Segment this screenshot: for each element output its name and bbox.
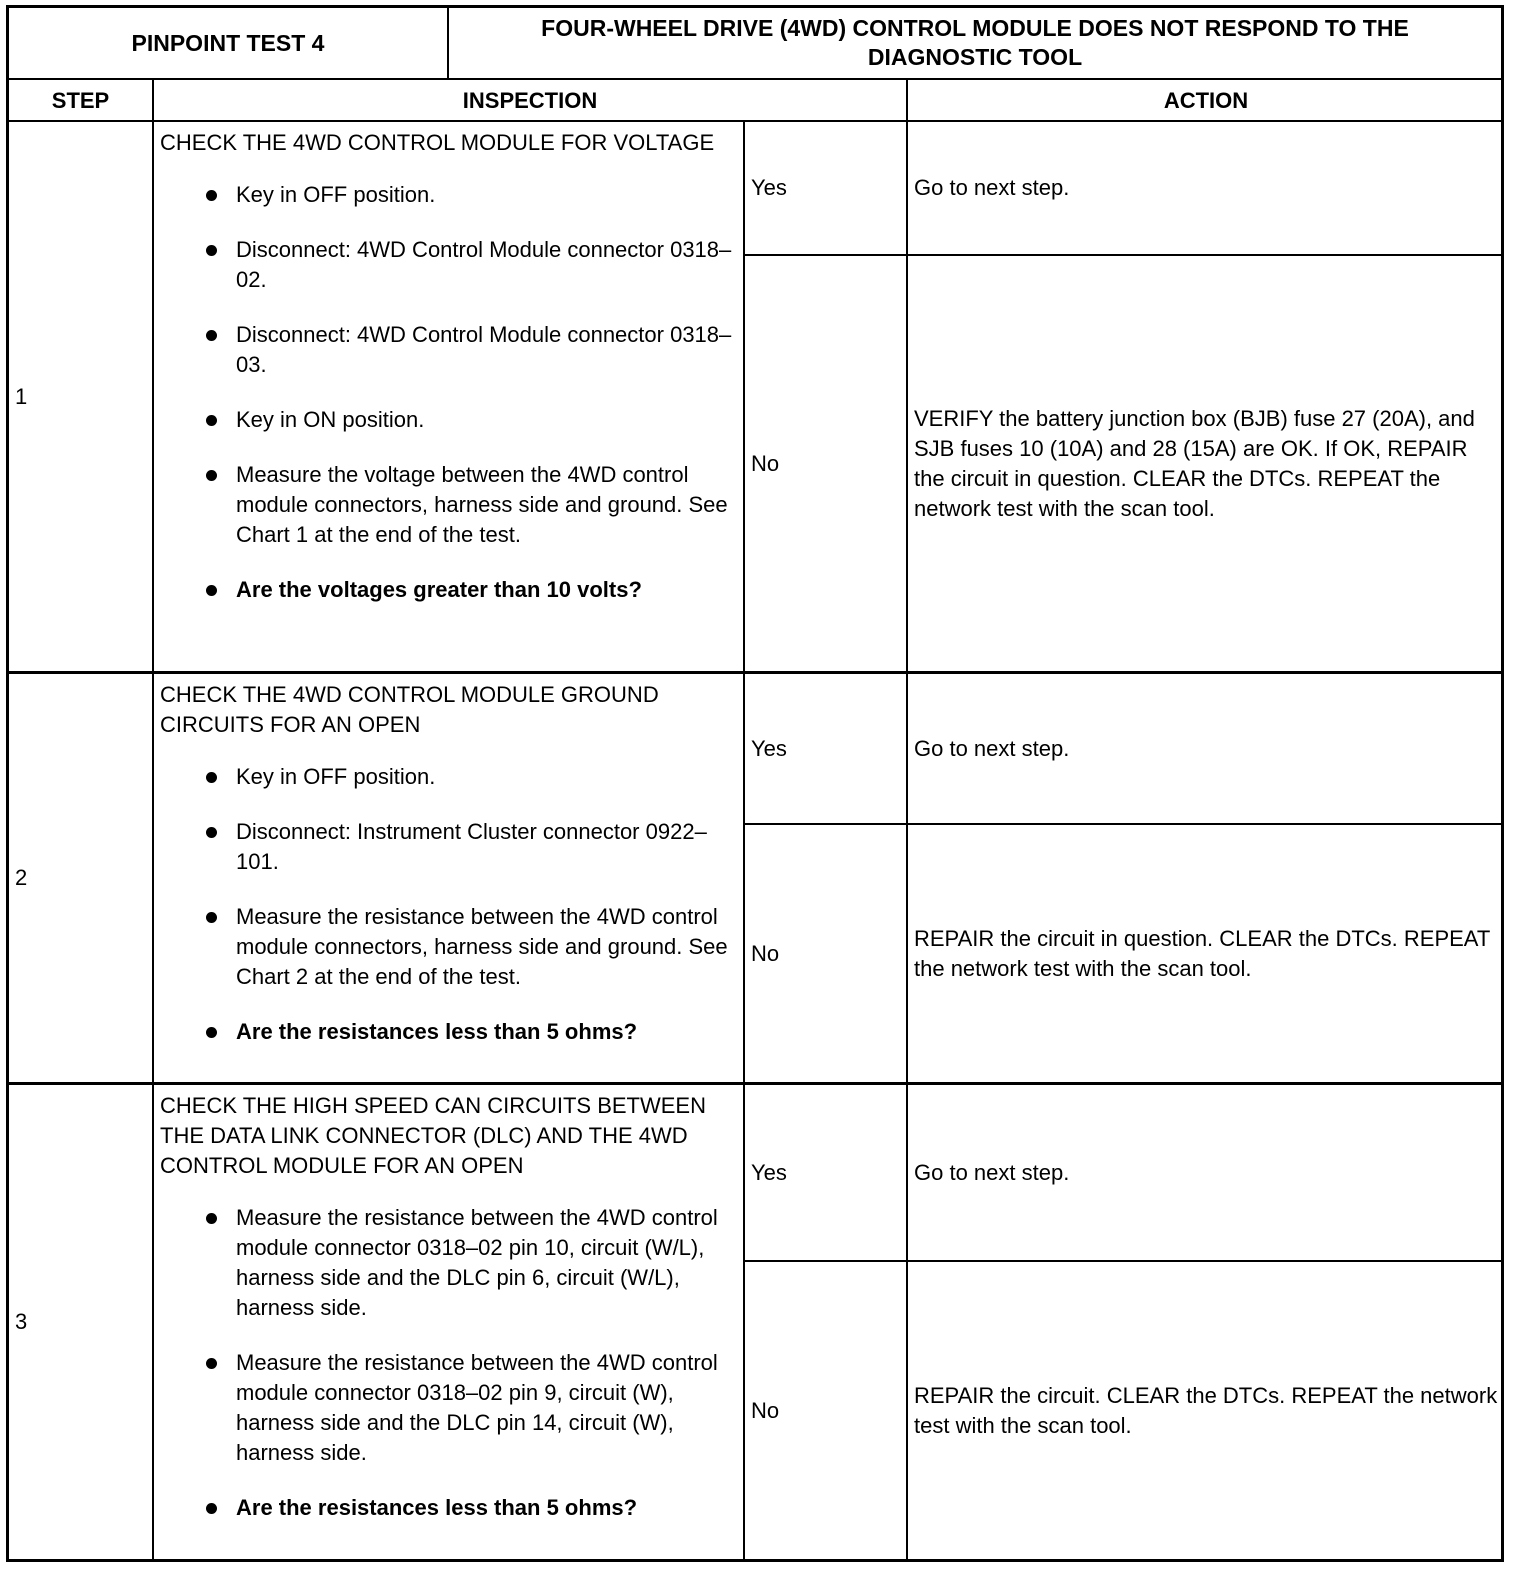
bullet-item: Measure the voltage between the 4WD control module connectors, harness side and ground. See Chart 1 at the end of the test. (202, 460, 737, 550)
step-heading: CHECK THE 4WD CONTROL MODULE FOR VOLTAGE (160, 130, 715, 155)
bullet-item: Key in ON position. (202, 405, 737, 435)
yes-label: Yes (751, 1159, 787, 1185)
yes-label: Yes (751, 175, 787, 200)
test-title: FOUR-WHEEL DRIVE (4WD) CONTROL MODULE DOES NOT RESPOND TO THE DIAGNOSTIC TOOL (541, 15, 1409, 70)
no-action: VERIFY the battery junction box (BJB) fuse 27 (20A), and SJB fuses 10 (10A) and 28 (15A) are OK. If OK, REPAIR the circuit in question. CLEAR the DTCs. REPEAT the network test with the scan tool. (914, 405, 1475, 521)
no-label: No (751, 940, 780, 966)
yes-action: Go to next step. (914, 735, 1070, 761)
step-heading: CHECK THE HIGH SPEED CAN CIRCUITS BETWEEN THE DATA LINK CONNECTOR (DLC) AND THE 4WD CONTROL MODULE FOR AN OPEN (160, 1093, 706, 1178)
step-inspection (154, 1085, 743, 1559)
step-inspection (154, 122, 743, 671)
step-number: 1 (15, 383, 28, 409)
step-bullets (160, 180, 737, 605)
column-header-inspection: INSPECTION (462, 87, 598, 113)
no-action: REPAIR the circuit in question. CLEAR the DTCs. REPEAT the network test with the scan tool. (914, 925, 1490, 981)
bullet-item: Measure the resistance between the 4WD control module connector 0318–02 pin 10, circuit (W/L), harness side and the DLC pin 6, circuit (W/L), harness side. (202, 1203, 737, 1323)
test-label: PINPOINT TEST 4 (131, 29, 325, 56)
column-header-step: STEP (51, 87, 110, 113)
column-header-action: ACTION (1163, 87, 1249, 113)
no-label: No (751, 1397, 780, 1423)
bullet-item: Disconnect: 4WD Control Module connector 0318–02. (202, 235, 737, 295)
step-number: 3 (15, 1309, 28, 1334)
step-inspection (154, 674, 743, 1082)
step-heading: CHECK THE 4WD CONTROL MODULE GROUND CIRCUITS FOR AN OPEN (160, 682, 659, 737)
yes-action: Go to next step. (914, 1159, 1070, 1185)
step-question: Are the resistances less than 5 ohms? (202, 1493, 737, 1523)
bullet-item: Measure the resistance between the 4WD control module connectors, harness side and ground. See Chart 2 at the end of the test. (202, 902, 737, 992)
bullet-item: Key in OFF position. (202, 762, 737, 792)
yes-action: Go to next step. (914, 175, 1070, 200)
step-number: 2 (15, 865, 28, 890)
step-question: Are the voltages greater than 10 volts? (202, 575, 737, 605)
step-question: Are the resistances less than 5 ohms? (202, 1017, 737, 1047)
step-bullets (160, 762, 737, 1047)
no-label: No (751, 450, 780, 476)
step-bullets (160, 1203, 737, 1523)
bullet-item: Measure the resistance between the 4WD control module connector 0318–02 pin 9, circuit (W), harness side and the DLC pin 14, circuit (W), harness side. (202, 1348, 737, 1468)
bullet-item: Key in OFF position. (202, 180, 737, 210)
yes-label: Yes (751, 735, 787, 761)
bullet-item: Disconnect: 4WD Control Module connector 0318–03. (202, 320, 737, 380)
bullet-item: Disconnect: Instrument Cluster connector 0922–101. (202, 817, 737, 877)
no-action: REPAIR the circuit. CLEAR the DTCs. REPEAT the network test with the scan tool. (914, 1382, 1498, 1438)
